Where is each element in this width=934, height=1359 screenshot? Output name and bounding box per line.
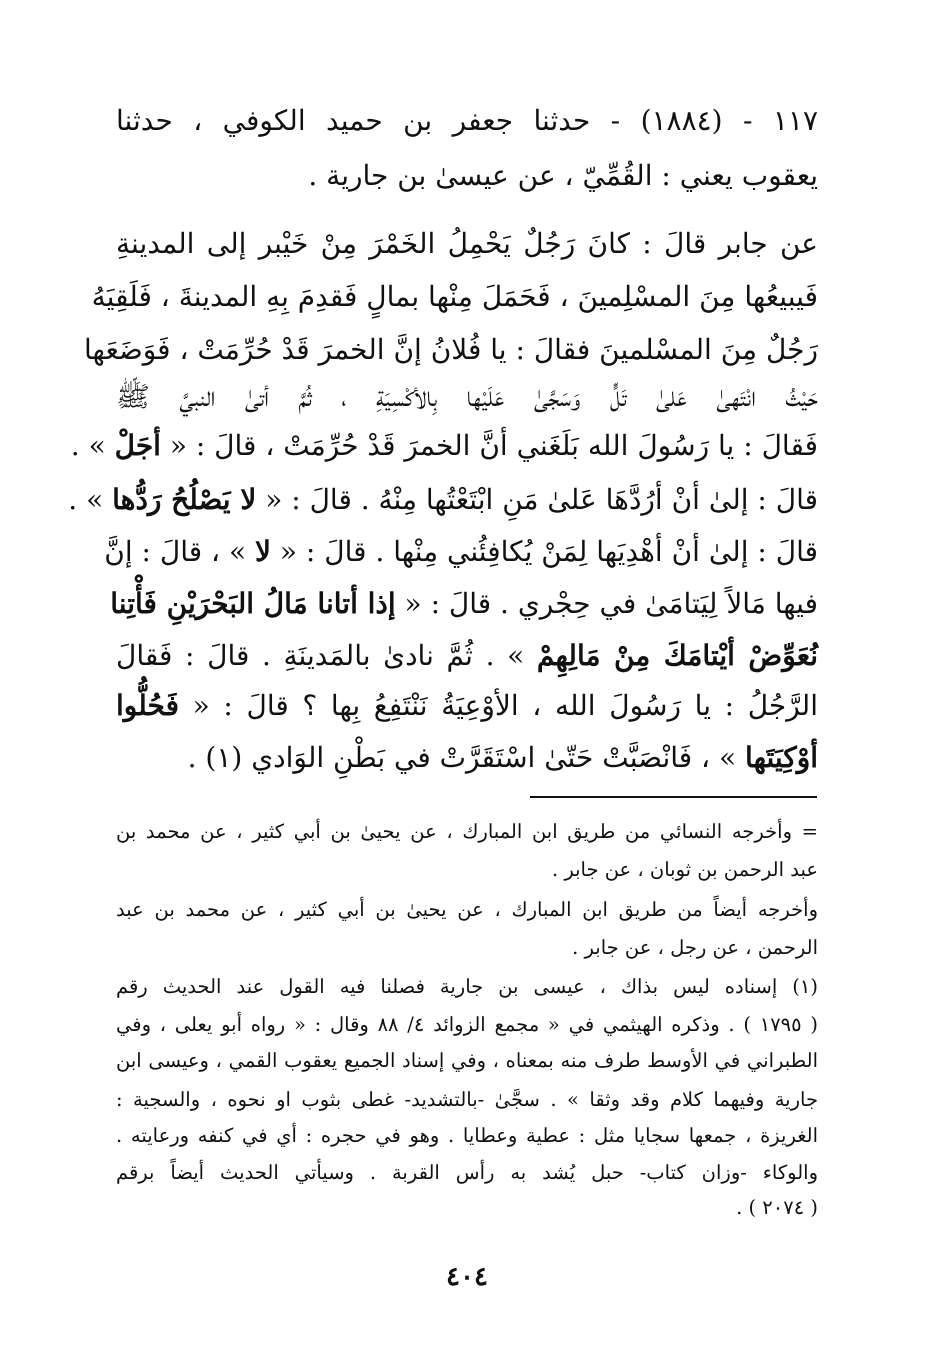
footnote-line: ( ١٧٩٥ ) . وذكره الهيثمي في « مجمع الزوائد ٤/ ٨٨ وقال : « رواه أبو يعلى ، وفي (116, 1013, 818, 1036)
matn-line (70, 426, 818, 466)
prophet-speech: أوْكِيَتَها (745, 741, 818, 774)
matn-text: » ، فَانْصَبَّتْ حَتّىٰ اسْتَقَرَّتْ في بَطْنِ الوَادي (١) . (187, 741, 737, 774)
prophet-speech: فَحُلُّوا (116, 689, 179, 722)
prophet-speech: لا يَصْلُحُ رَدُّها (112, 483, 257, 516)
matn-line (116, 738, 818, 778)
matn-line: عن جابر قالَ : كانَ رَجُلٌ يَحْمِلُ الخَمْرَ مِنْ خَيْبر إلى المدينةِ (116, 227, 818, 260)
footnote-line: عبد الرحمن بن ثوبان ، عن جابر . (551, 858, 818, 881)
prophet-speech: لا (255, 535, 271, 568)
matn-line (116, 636, 818, 676)
footnote-line: ( ٢٠٧٤ ) . (736, 1196, 818, 1219)
matn-text: » ، قالَ : إنَّ (104, 535, 247, 568)
prophet-speech: أجَلْ (114, 429, 161, 462)
page-number: ٤٠٤ (446, 1262, 488, 1292)
hadith-header-line: ١١٧ - (١٨٨٤) - حدثنا جعفر بن حميد الكوفي ، حدثنا (116, 104, 819, 137)
footnote-separator (530, 796, 817, 798)
matn-line (116, 686, 818, 726)
matn-text: قالَ : إلىٰ أنْ أرُدَّهَا عَلىٰ مَنِ ابْتَعْتُها مِنْهُ . قالَ : « (265, 483, 818, 516)
prophet-speech: نُعَوِّضْ أيْتامَكَ مِنْ مَالِهِمْ (536, 639, 818, 672)
footnote-line: والوكاء -وزان كتاب- حبل يُشد به رأس القربة . وسيأتي الحديث أيضاً برقم (116, 1161, 818, 1184)
matn-text: فَقالَ : يا رَسُولَ الله بَلَغَني أنَّ الخمرَ قَدْ حُرِّمَتْ ، قالَ : « (169, 429, 818, 462)
matn-line: فَيبيعُها مِنَ المسْلِمينَ ، فَحَمَلَ مِنْها بمالٍ فَقدِمَ بِهِ المدينةَ ، فَلَقِيَهُ (91, 280, 818, 313)
footnote-line: الرحمن ، عن رجل ، عن جابر . (572, 936, 818, 959)
matn-text: فيها مَالاً لِيَتامَىٰ في حِجْري . قالَ : « (404, 587, 818, 620)
matn-line: رَجُلٌ مِنَ المسْلمينَ فقالَ : يا فُلانُ إنَّ الخمرَ قَدْ حُرِّمَتْ ، فَوَضَعَها (84, 333, 818, 366)
matn-line: حَيْثُ انْتَهىٰ عَلىٰ تَلٍّ وَسَجَّىٰ عَلَيْها بِالأكْسِيَةِ ، ثُمَّ أتىٰ النبيَّ ﷺ (116, 380, 818, 413)
matn-line (68, 480, 818, 520)
matn-text: الرَّجُلُ : يا رَسُولَ الله ، الأوْعِيَةُ نَنْتَفِعُ بِها ؟ قالَ : « (192, 689, 818, 722)
footnote-line: الطبراني في الأوسط طرف منه بمعناه ، وفي إسناد الجميع يعقوب القمي ، وعيسى ابن (116, 1049, 818, 1072)
footnote-line: وأخرجه أيضاً من طريق ابن المبارك ، عن يحيىٰ بن أبي كثير ، عن محمد بن عبد (116, 898, 818, 921)
matn-line (110, 584, 818, 624)
footnote-line: الغريزة ، جمعها سجايا مثل : عطية وعطايا . وهو في حجره : أي في كنفه ورعايته . (116, 1124, 818, 1147)
matn-text: قالَ : إلىٰ أنْ أهْدِيَها لِمَنْ يُكافِئُني مِنْها . قالَ : « (279, 535, 818, 568)
footnote-line: = وأخرجه النسائي من طريق ابن المبارك ، عن يحيىٰ بن أبي كثير ، عن محمد بن (116, 820, 818, 843)
matn-text: » . (68, 483, 104, 516)
matn-text: » . ثُمَّ نادىٰ بالمَدينَةِ . قالَ : فَقالَ (116, 639, 525, 672)
matn-text: » . (70, 429, 106, 462)
footnote-line: (١) إسناده ليس بذاك ، عيسى بن جارية فصلنا فيه القول عند الحديث رقم (116, 975, 818, 998)
matn-line (104, 532, 818, 572)
hadith-header-line: يعقوب يعني : القُمِّيّ ، عن عيسىٰ بن جارية . (308, 159, 818, 192)
footnote-line: جارية وفيهما كلام وقد وثقا » . سجَّىٰ -بالتشديد- غطى بثوب او نحوه ، والسجية : (116, 1088, 818, 1111)
prophet-speech: إذا أتانا مَالُ البَحْرَيْنِ فَأْتِنا (110, 587, 396, 620)
